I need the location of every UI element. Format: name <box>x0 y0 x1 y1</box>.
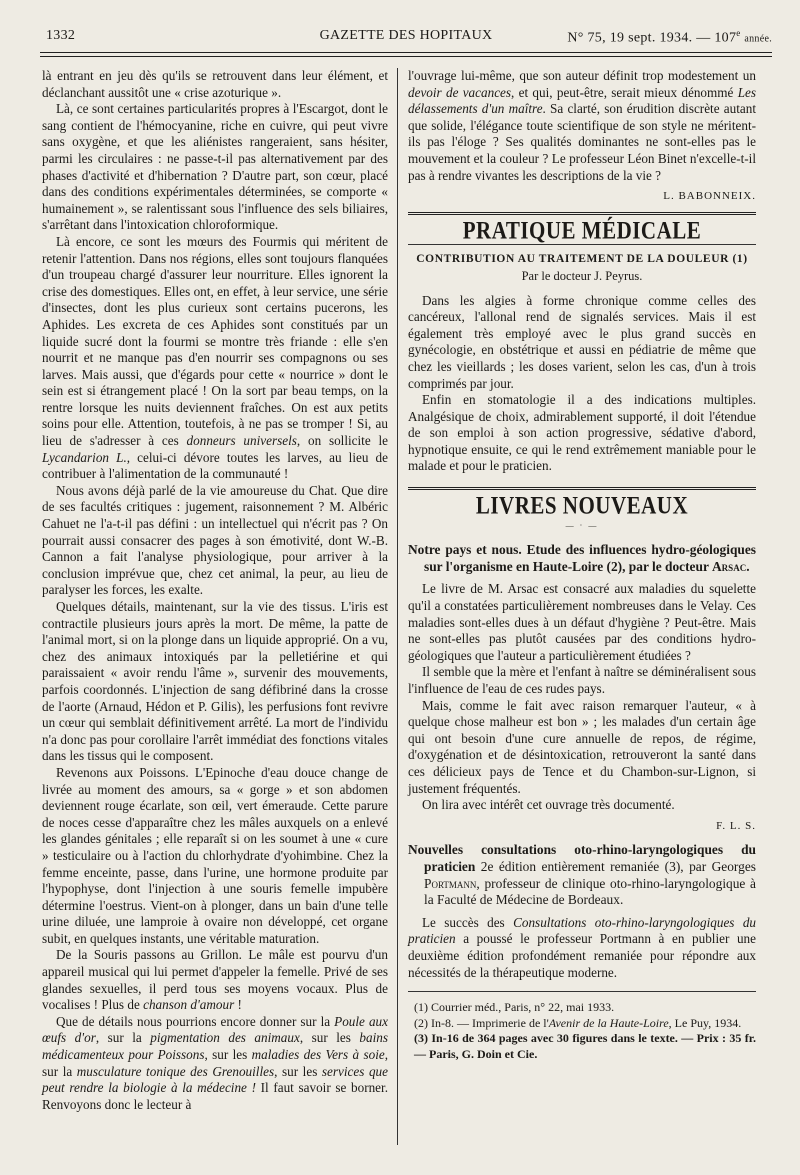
issue-info: N° 75, 19 sept. 1934. — 107e année. <box>567 28 772 46</box>
paragraph: Revenons aux Poissons. L'Epinoche d'eau douce change de livrée au moment des amours, sa « gorge » et son abdomen deviennent rouge écarlate, son œil, vert émeraude. Cette parure de noces cesse d'apparaître chez les mâles auxquels on a enlevé les glandes génitales ; elle reparaît si on les soumet à une « cure » testiculaire ou à l'action du chlorhydrate d'yohimbine. Chez la femme enceinte, passe, dans l'urine, une hormone produite par l'hypophyse, dont l'injection à une souris femelle impubère détermine l'oestrus. Vient-on à plonger, dans un bain d'une telle urine diluée, une lamproie à ovaire non développé, cet organe subit, en quelques instants, une véritable maturation. <box>42 764 388 946</box>
paragraph: Il semble que la mère et l'enfant à naître se déminéralisent sous l'influence de l'eau de ces rudes pays. <box>408 664 756 696</box>
paragraph: Que de détails nous pourrions encore donner sur la Poule aux œufs d'or, sur la pigmentation des animaux, sur les bains médicamenteux pour Poissons, sur les maladies des Vers à soie, sur la musculature tonique des Grenouilles, sur les services que peut rendre la biologie à la médecine ! Il faut savoir se borner. Renvoyons donc le lecteur à <box>42 1013 389 1112</box>
footnotes <box>408 1000 756 1062</box>
paragraph: Dans les algies à forme chronique comme celles des cancéreux, l'allonal rend de signalés services. Mais il est également très employé avec le plus grand succès en gynécologie, en obstétrique et aussi en pédiatrie de même que chez les vieillards ; les doses varient, selon les cas, d'un à trois comprimés par jour. <box>408 292 756 391</box>
paragraph: l'ouvrage lui-même, que son auteur définit trop modestement un devoir de vacances, et qui, peut-être, serait mieux dénommé Les délassements d'un maître. Sa clarté, son érudition discrète autant que solide, l'élégance toute scientifique de son style ne méritent-ils pas l'éloge ? Ses qualités dominantes ne sont-elles pas le mouvement et la couleur ? Le professeur Léon Binet n'excelle-t-il pas à rendre vivantes les descriptions de la vie ? <box>408 68 757 183</box>
article-byline: Par le docteur J. Peyrus. <box>521 268 643 283</box>
page-number: 1332 <box>46 28 76 43</box>
signature: F. L. S. <box>716 819 756 832</box>
header-rule-2 <box>40 56 772 57</box>
footnote-rule <box>408 991 756 992</box>
section-title: LIVRES NOUVEAUX <box>475 490 689 520</box>
book-title: Notre pays et nous. Etude des influences hydro-géologiques sur l'organisme en Haute-Loire (2), par le docteur Arsac. <box>408 542 756 574</box>
paragraph: On lira avec intérêt cet ouvrage très documenté. <box>422 797 675 813</box>
book-title: Nouvelles consultations oto-rhino-laryngologiques du praticien 2e édition entièrement remaniée (3), par Georges Portmann, professeur de clinique oto-rhino-laryngologique à la Faculté de Médecine de Bordeaux. <box>408 842 756 908</box>
paragraph: Le livre de M. Arsac est consacré aux maladies du squelette qu'il a constatées particulièrement nombreuses dans le Velay. Ces maladies sont-elles dues à un défaut d'hygiène ? Peut-être. Mais ne sont-elles pas plutôt causées par des conditions hydro-géologiques que l'auteur a particulièrement étudiées ? <box>408 581 756 663</box>
paragraph: Enfin en stomatologie il a des indications multiples. Analgésique de choix, admirablement supporté, il doit l'étendue de son emploi à son action progressive, sédative d'abord, hypnotique ensuite, ce qui le rend extrêmement maniable pour le malade et pour le praticien. <box>408 392 756 474</box>
footnote: (1) Courrier méd., Paris, n° 22, mai 1933. <box>414 1000 615 1015</box>
header-rule <box>40 52 772 53</box>
paragraph: Le succès des Consultations oto-rhino-laryngologiques du praticien a poussé le professeur Portmann à en publier une deuxième édition profondément remaniée pour répondre aux nécessités de la thérapeutique moderne. <box>408 914 757 980</box>
signature: L. BABONNEIX. <box>663 190 756 203</box>
paragraph: Quelques détails, maintenant, sur la vie des tissus. L'iris est contractile plusieurs jours après la mort. De même, la patte de l'animal mort, si on la plonge dans un liquide approprié. On a vu, chez des animaux intoxiqués par la pelletiérine et qui paraissaient « avoir rendu l'âme », survenir des mouvements, parfois coordonnés. L'injection de sang défibriné dans la crosse de l'aorte (Arnaud, Hédon et P. Gilis), les perfusions font revivre un cœur qui semblait définitivement arrêté. La mort de l'individu n'a donc pas pour corollaire l'arrêt immédiat des fonctions vitales dans les tissus qui le composent. <box>42 599 388 764</box>
article-title: CONTRIBUTION AU TRAITEMENT DE LA DOULEUR (1) <box>416 253 748 266</box>
right-column <box>408 68 756 1062</box>
ornament-rule: — · — <box>565 520 599 530</box>
paragraph: Là, ce sont certaines particularités propres à l'Escargot, dont le sang contient de l'hémocyanine, riche en cuivre, qui peut vivre sans oxygène, et que les aliénistes rangeraient, sans hésiter, parmi les circulaires : ne passe-t-il pas alternativement par des phases d'activité et d'hibernation ? D'autre part, son cœur, placé dans des conditions expérimentales déterminées, se comporte « humainement », se ralentissant sous l'influence des sels biliaires, s'arrêtant dans l'intoxication chloroformique. <box>42 101 388 233</box>
footnote: (3) In-16 de 364 pages avec 30 figures dans le texte. — Prix : 35 fr. — Paris, G. Doin et Cie. <box>414 1031 756 1061</box>
paragraph: De la Souris passons au Grillon. Le mâle est pourvu d'un appareil musical qui lui permet d'appeler la femelle. Privé de ses glandes sexuelles, il perd tous ses moyens vocaux. Plus de vocalises ! Plus de chanson d'amour ! <box>42 947 388 1013</box>
footnote: (2) In-8. — Imprimerie de l'Avenir de la Haute-Loire, Le Puy, 1934. <box>414 1015 742 1030</box>
section-rule <box>408 212 756 215</box>
running-header <box>40 28 772 50</box>
paragraph: Nous avons déjà parlé de la vie amoureuse du Chat. Que dire de ses facultés critiques : jugement, raisonnement ? M. Albéric Cahuet ne l'a-t-il pas défini : un intellectuel qui n'écrit pas ? On pourrait aussi consacrer des pages à son émotivité, dont W.-B. Cannon a fait l'analyse physiologique, pour arriver à la conclusion imprévue que, chez cet animal, la peur, au lieu de paralyser les forces, les exalte. <box>42 482 388 598</box>
journal-title: GAZETTE DES HOPITAUX <box>319 28 493 43</box>
paragraph: Mais, comme le fait avec raison remarquer l'auteur, « à quelque chose malheur est bon » ; les malades d'un certain âge qui ont besoin d'une cure annuelle de repos, de régime, d'oxygénation et de désintoxication, retrouveront la santé dans ces délicieux pays de Tence et du Chambon-sur-Lignon, si justement fréquentés. <box>408 697 756 796</box>
section-rule <box>408 244 756 245</box>
column-divider <box>397 68 398 1145</box>
section-title: PRATIQUE MÉDICALE <box>462 215 702 245</box>
left-column <box>42 68 388 1113</box>
paragraph: Là encore, ce sont les mœurs des Fourmis qui méritent de retenir l'attention. Dans nos régions, elles sont toujours flanquées d'un troupeau chargé d'assurer leur nourriture. Elles ignorent la crise des domestiques. Elles ont, en effet, à leur service, une série d'insectes, dont les plus curieux sont certains pucerons, les Aphides. Les excreta de ces Aphides sont constitués par un liquide sucré dont la fourmi se montre très friande : elle s'en nourrit et ne manque pas d'en nourrir ses compagnons ou ses larves. Mais aussi, que d'égards pour cette « nourrice » dont le sein est si étrangement placé ! On la sort par beau temps, on la rentre lorsque les nuits deviennent fraîches. On est aux petits soins pour elle. Attention, toutefois, à ne pas se tromper ! Si, au lieu de s'adresser à ces donneurs universels, on sollicite le Lycandarion L., celui-ci dévore toutes les larves, au lieu de contribuer à l'alimentation de la communauté ! <box>42 233 388 482</box>
paragraph: là entrant en jeu dès qu'ils se retrouvent dans leur élément, et déclanchant aussitôt une « crise azoturique ». <box>42 68 388 100</box>
